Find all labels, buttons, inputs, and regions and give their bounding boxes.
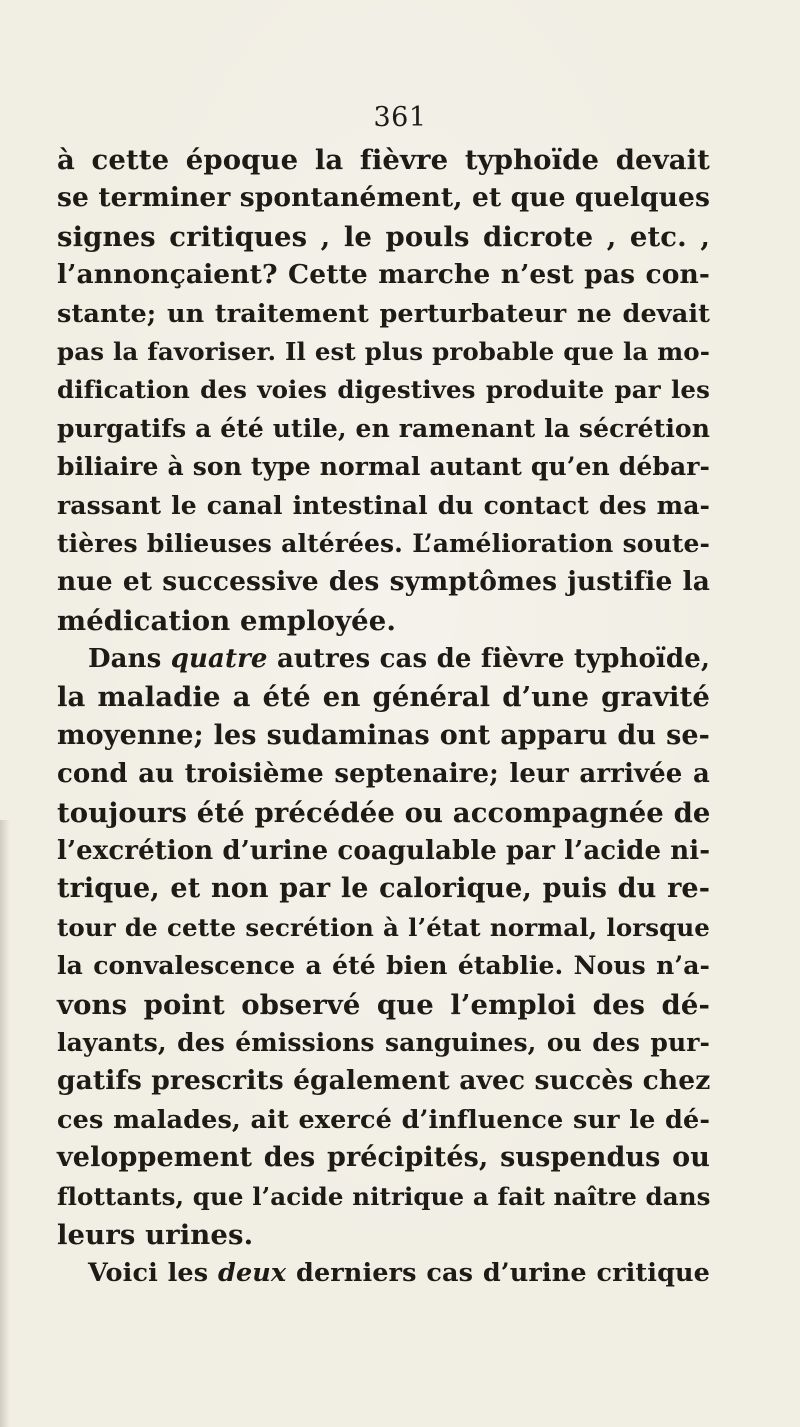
text-line: tour de cette secrétion à l’état normal, lorsque	[57, 912, 710, 942]
text-line: l’excrétion d’urine coagulable par l’acide ni-	[57, 836, 711, 867]
text-line: purgatifs a été utile, en ramenant la sécrétion	[57, 413, 710, 443]
text-line: l’annonçaient? Cette marche n’est pas con-	[57, 259, 710, 291]
text-line	[57, 640, 710, 678]
text-line: médication employée.	[57, 604, 397, 637]
text-line: stante; un traitement perturbateur ne devait	[57, 298, 710, 329]
text-line: pas la favoriser. Il est plus probable que la mo-	[57, 336, 710, 366]
text-line: leurs urines.	[57, 1218, 254, 1251]
text-line: veloppement des précipités, suspendus ou	[57, 1142, 710, 1174]
text-line: tières bilieuses altérées. L’amélioration soute-	[57, 528, 710, 558]
text-run: Voici les	[88, 1258, 219, 1289]
text-run: derniers cas d’urine critique	[286, 1258, 710, 1289]
text-line: signes critiques , le pouls dicrote , etc. ,	[57, 220, 710, 253]
text-line: flottants, que l’acide nitrique a fait naître dans	[57, 1181, 711, 1211]
page-number: 361	[373, 102, 427, 133]
text-line: biliaire à son type normal autant qu’en débar-	[57, 452, 710, 482]
text-line: à cette époque la fièvre typhoïde devait	[57, 144, 710, 176]
text-line: moyenne; les sudaminas ont apparu du se-	[57, 719, 710, 751]
text-line: nue et successive des symptômes justifie la	[57, 566, 710, 598]
text-line: la convalescence a été bien établie. Nous n’a-	[57, 951, 710, 981]
text-line: toujours été précédée ou accompagnée de	[57, 796, 711, 829]
body-text	[57, 141, 710, 1293]
text-line: trique, et non par le calorique, puis du re-	[57, 873, 710, 905]
text-line: layants, des émissions sanguines, ou des pur-	[57, 1027, 710, 1057]
text-line: vons point observé que l’emploi des dé-	[57, 988, 710, 1021]
text-line: la maladie a été en général d’une gravité	[57, 681, 710, 714]
text-line: se terminer spontanément, et que quelques	[57, 182, 710, 214]
text-run: autres cas de fièvre typhoïde,	[267, 644, 710, 675]
italic-word: deux	[218, 1258, 287, 1289]
text-line: gatifs prescrits également avec succès chez	[57, 1065, 711, 1097]
text-line	[57, 1254, 710, 1292]
page-gutter-shadow	[0, 820, 10, 1427]
text-line: ces malades, ait exercé d’influence sur le dé-	[57, 1104, 710, 1135]
italic-word: quatre	[170, 644, 268, 675]
text-line: dification des voies digestives produite par les	[57, 375, 710, 405]
text-run: Dans	[88, 644, 171, 675]
text-line: rassant le canal intestinal du contact des ma-	[57, 490, 710, 520]
text-line: cond au troisième septenaire; leur arrivée a	[57, 759, 710, 790]
